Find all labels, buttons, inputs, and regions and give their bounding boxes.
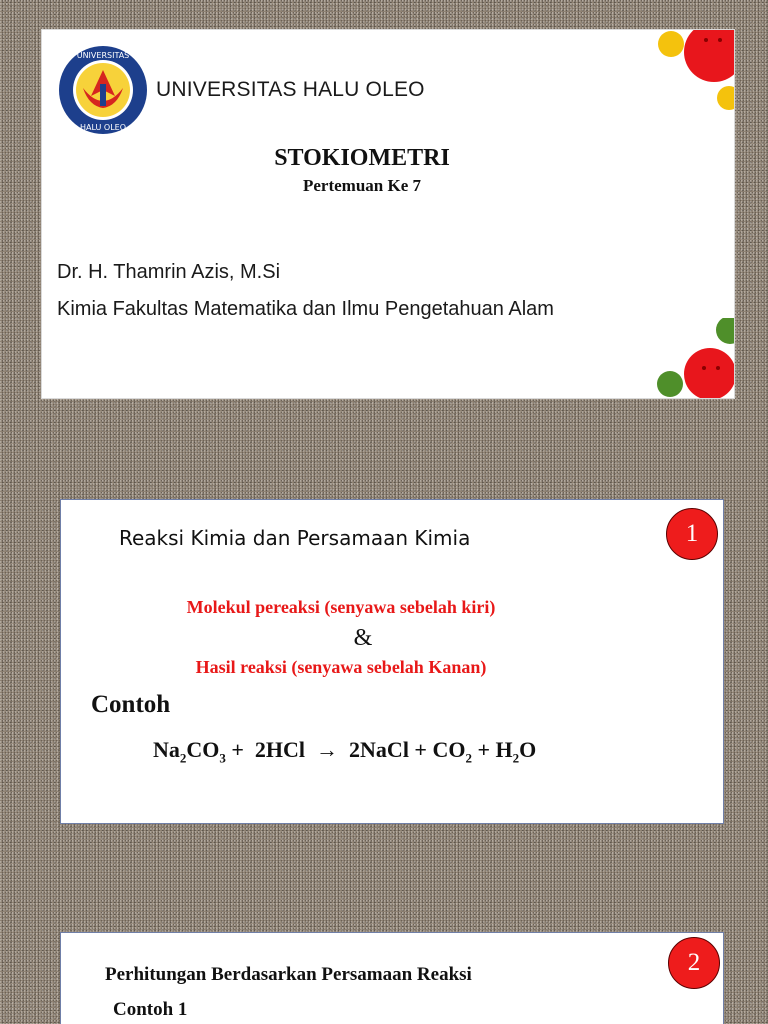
- reactant-description: Molekul pereaksi (senyawa sebelah kiri): [186, 597, 496, 617]
- slide-heading: Perhitungan Berdasarkan Persamaan Reaksi: [105, 964, 472, 985]
- decorative-circles-icon: [644, 30, 734, 150]
- svg-text:UNIVERSITAS: UNIVERSITAS: [76, 51, 130, 60]
- example-label: Contoh 1: [113, 999, 188, 1020]
- equation-subscript: 2: [512, 750, 520, 766]
- slide-number-badge: 2: [668, 937, 720, 989]
- slide-number-badge: 1: [666, 508, 718, 560]
- calculation-slide: [60, 932, 724, 1024]
- title-slide: [41, 29, 735, 399]
- equation-part: O: [519, 737, 537, 762]
- equation-part: + H: [471, 737, 513, 762]
- slide-subtitle: Pertemuan Ke 7: [302, 176, 422, 195]
- equation-subscript: 2: [465, 750, 472, 766]
- slide-title: STOKIOMETRI: [274, 145, 450, 171]
- equation-part: + 2HCl → 2NaCl + CO: [225, 737, 466, 762]
- example-label: Contoh: [91, 691, 171, 718]
- chemical-equation: [153, 737, 536, 766]
- equation-subscript: 3: [219, 750, 226, 766]
- product-description: Hasil reaksi (senyawa sebelah Kanan): [195, 657, 487, 677]
- faculty-name: Kimia Fakultas Matematika dan Ilmu Pengetahuan Alam: [57, 298, 554, 320]
- equation-subscript: 2: [179, 750, 187, 766]
- decorative-circles-icon: [644, 318, 734, 398]
- svg-text:HALU OLEO: HALU OLEO: [79, 123, 127, 132]
- equation-part: CO: [186, 737, 220, 762]
- author-name: Dr. H. Thamrin Azis, M.Si: [57, 261, 281, 283]
- slide-heading: Reaksi Kimia dan Persamaan Kimia: [119, 526, 471, 550]
- ampersand: &: [353, 625, 373, 651]
- university-crest-icon: [57, 44, 149, 136]
- reaction-slide: [60, 499, 724, 824]
- university-name: UNIVERSITAS HALU OLEO: [156, 78, 425, 101]
- equation-part: Na: [153, 737, 180, 762]
